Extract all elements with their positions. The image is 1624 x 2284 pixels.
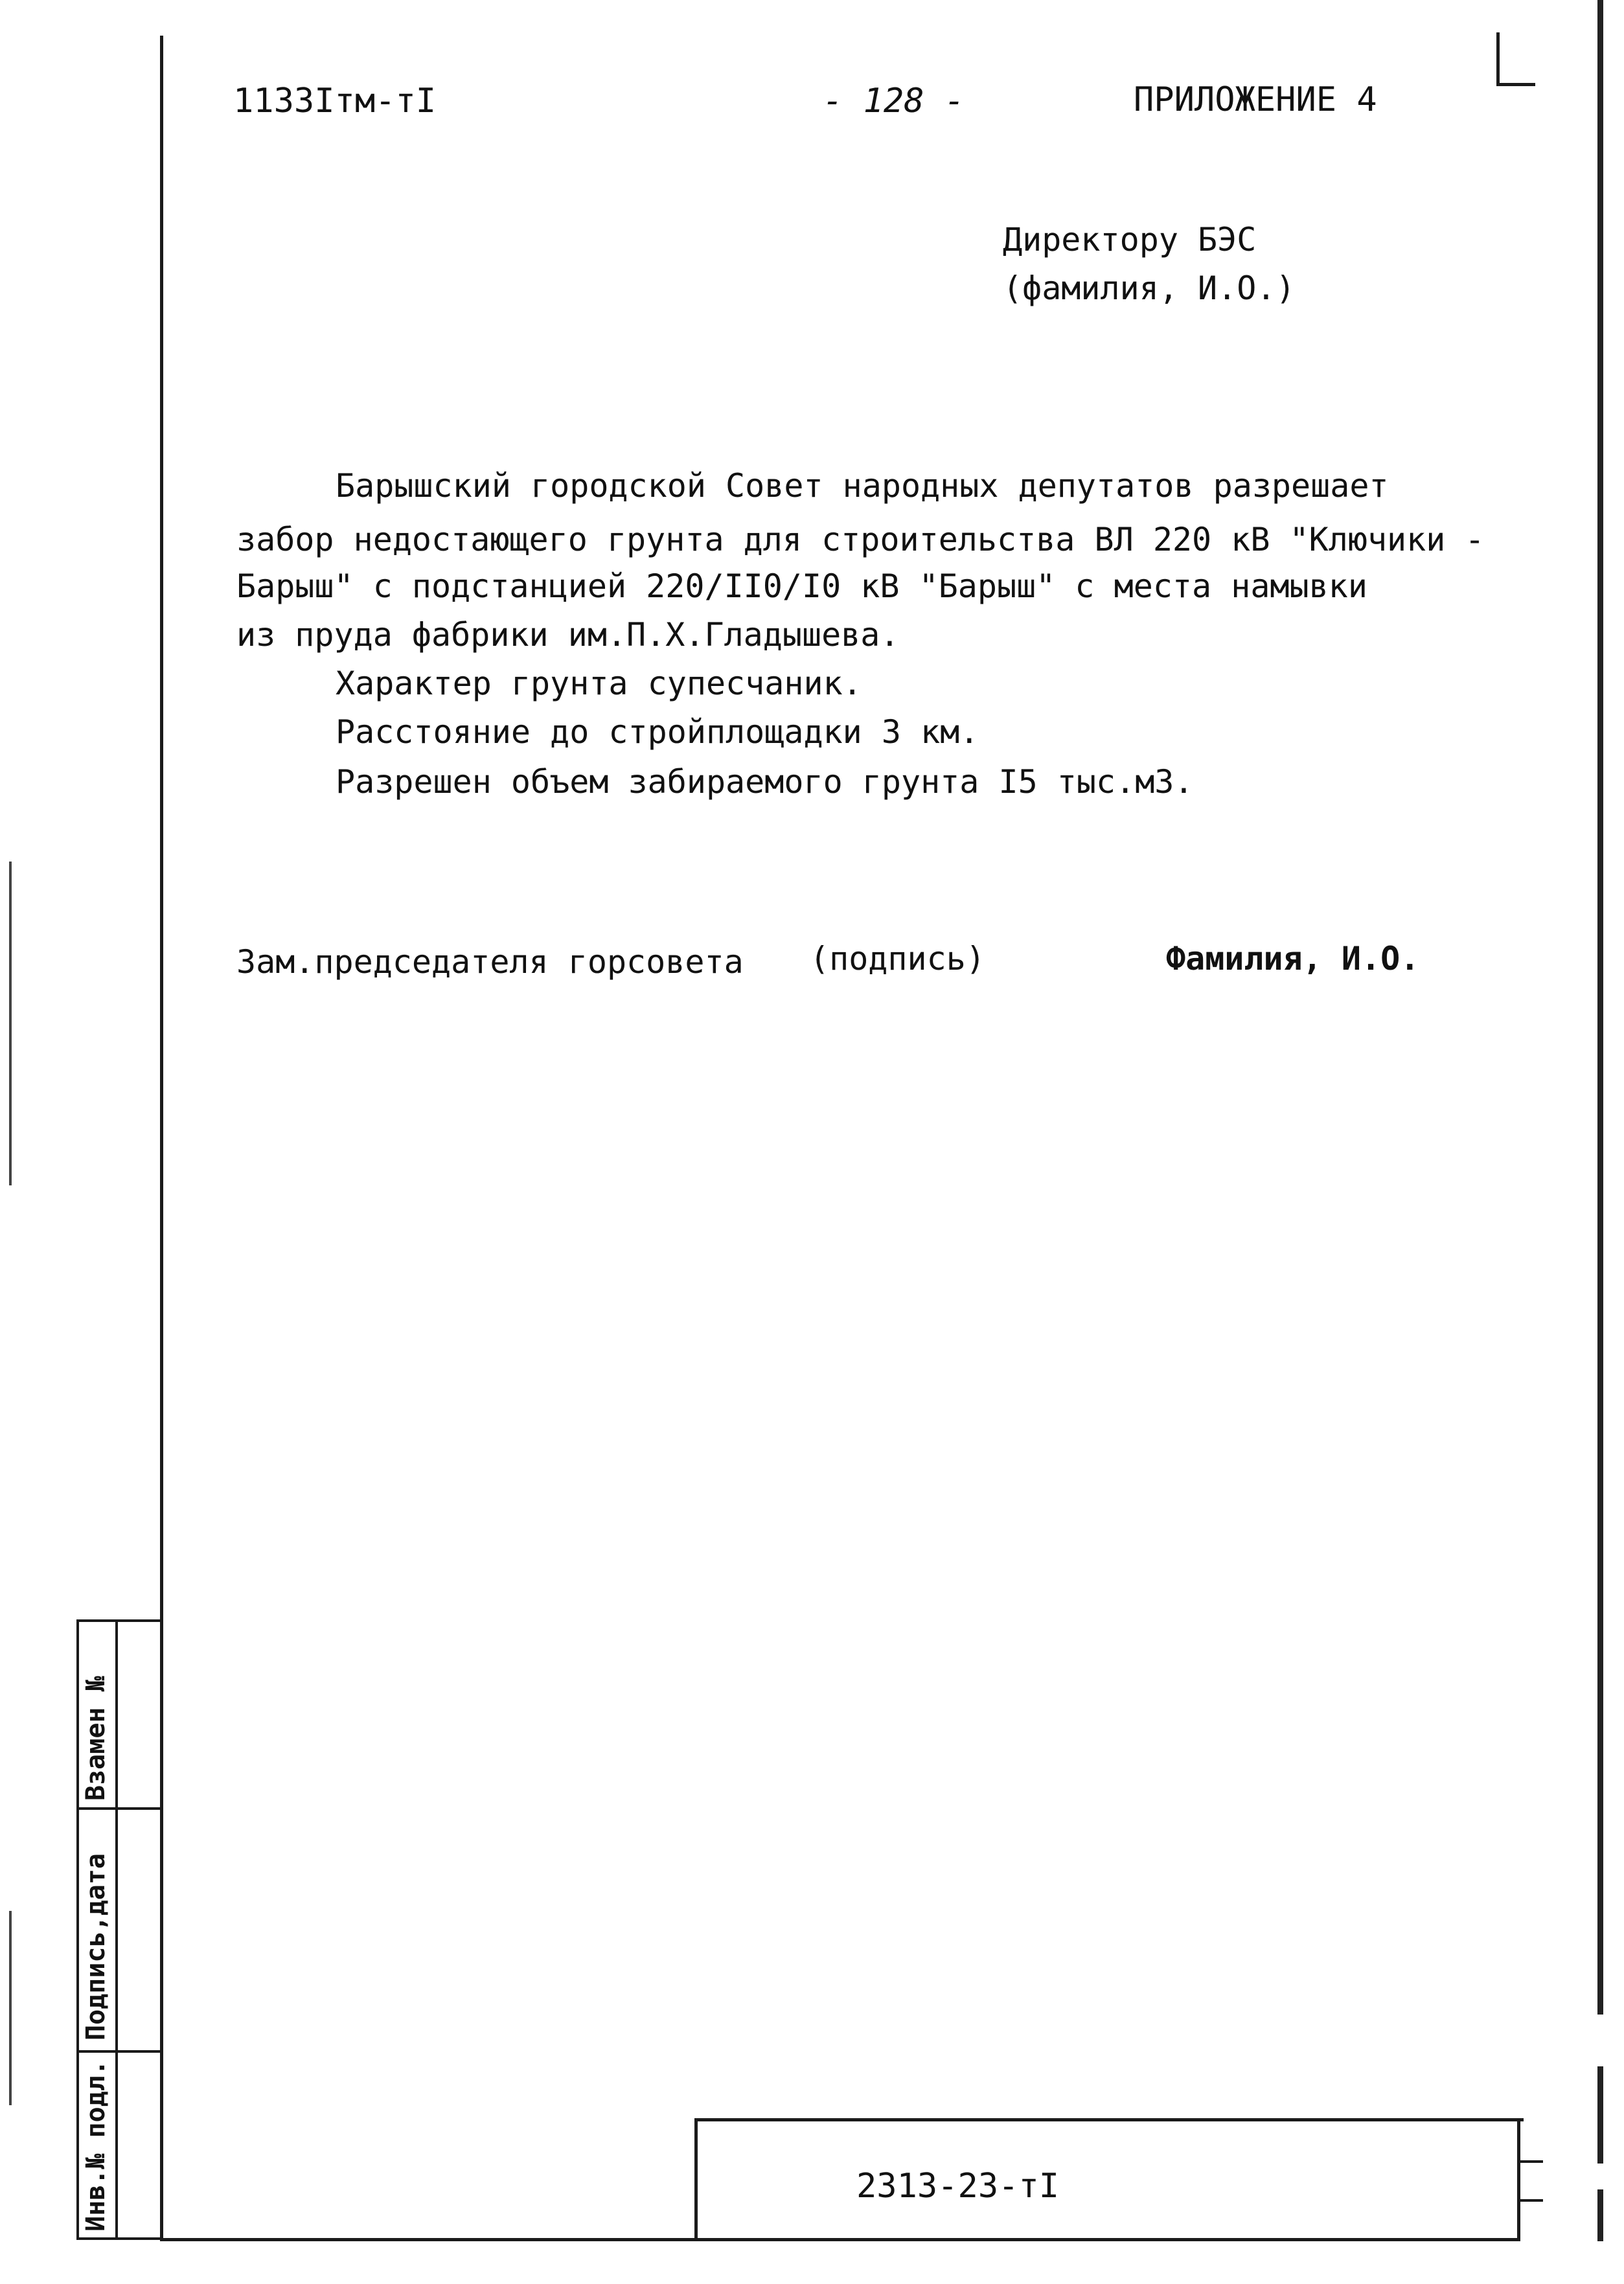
addressee-line-2: (фамилия, И.О.) — [1003, 269, 1296, 307]
stamp-bottom — [76, 2237, 163, 2240]
right-edge-mark-upper — [1597, 0, 1603, 2015]
stamp-replacement-label: Взамен № — [81, 1676, 111, 1801]
fact-soil-type: Характер грунта супесчаник. — [336, 665, 862, 702]
doc-number: 1133Iтм-тI — [233, 82, 437, 120]
right-edge-mark-bottom — [1597, 2189, 1603, 2241]
signature-name: Фамилия, И.О. — [1166, 940, 1420, 977]
page-number: - 128 - — [823, 82, 965, 120]
stamp-col-divider — [115, 1619, 118, 2240]
addressee-line-1: Директору БЭС — [1003, 221, 1257, 258]
title-block-top — [694, 2118, 1524, 2121]
paragraph-line-3: Барыш" с подстанцией 220/II0/I0 кВ "Барыш" с места намывки — [236, 567, 1367, 605]
fact-volume: Разрешен объем забираемого грунта I5 тыс.м3. — [336, 763, 1194, 801]
right-tick-horizontal — [1496, 83, 1535, 86]
title-block-tick-1 — [1517, 2160, 1543, 2163]
paragraph-line-2: забор недостающего грунта для строительства ВЛ 220 кВ "Ключики - — [236, 521, 1485, 558]
title-block-left — [694, 2118, 698, 2241]
scan-edge-mark — [9, 862, 12, 1185]
title-block — [694, 2118, 1524, 2241]
stamp-top — [76, 1619, 163, 1622]
paragraph-line-1: Барышский городской Совет народных депутатов разрешает — [336, 467, 1389, 505]
fact-distance: Расстояние до стройплощадки 3 км. — [336, 713, 979, 751]
signature-position: Зам.председателя горсовета — [236, 943, 744, 981]
appendix-label: ПРИЛОЖЕНИЕ 4 — [1134, 80, 1377, 119]
stamp-row-divider-1 — [76, 1807, 163, 1810]
signature-sign: (подпись) — [810, 940, 985, 977]
stamp-outer-left — [76, 1619, 79, 2240]
paragraph-line-4: из пруда фабрики им.П.Х.Гладышева. — [236, 616, 900, 654]
stamp-inventory-label: Инв.№ подл. — [81, 2060, 111, 2232]
title-block-right — [1517, 2118, 1520, 2241]
footer-doc-code: 2313-23-тI — [856, 2167, 1060, 2206]
scan-edge-mark-2 — [9, 1911, 12, 2105]
right-edge-mark-lower — [1597, 2066, 1603, 2164]
stamp-row-divider-2 — [76, 2050, 163, 2053]
title-block-tick-2 — [1517, 2199, 1543, 2202]
right-tick-vertical — [1496, 32, 1500, 84]
stamp-signature-date-label: Подпись,дата — [81, 1853, 111, 2040]
stamp-block — [76, 1619, 163, 2240]
